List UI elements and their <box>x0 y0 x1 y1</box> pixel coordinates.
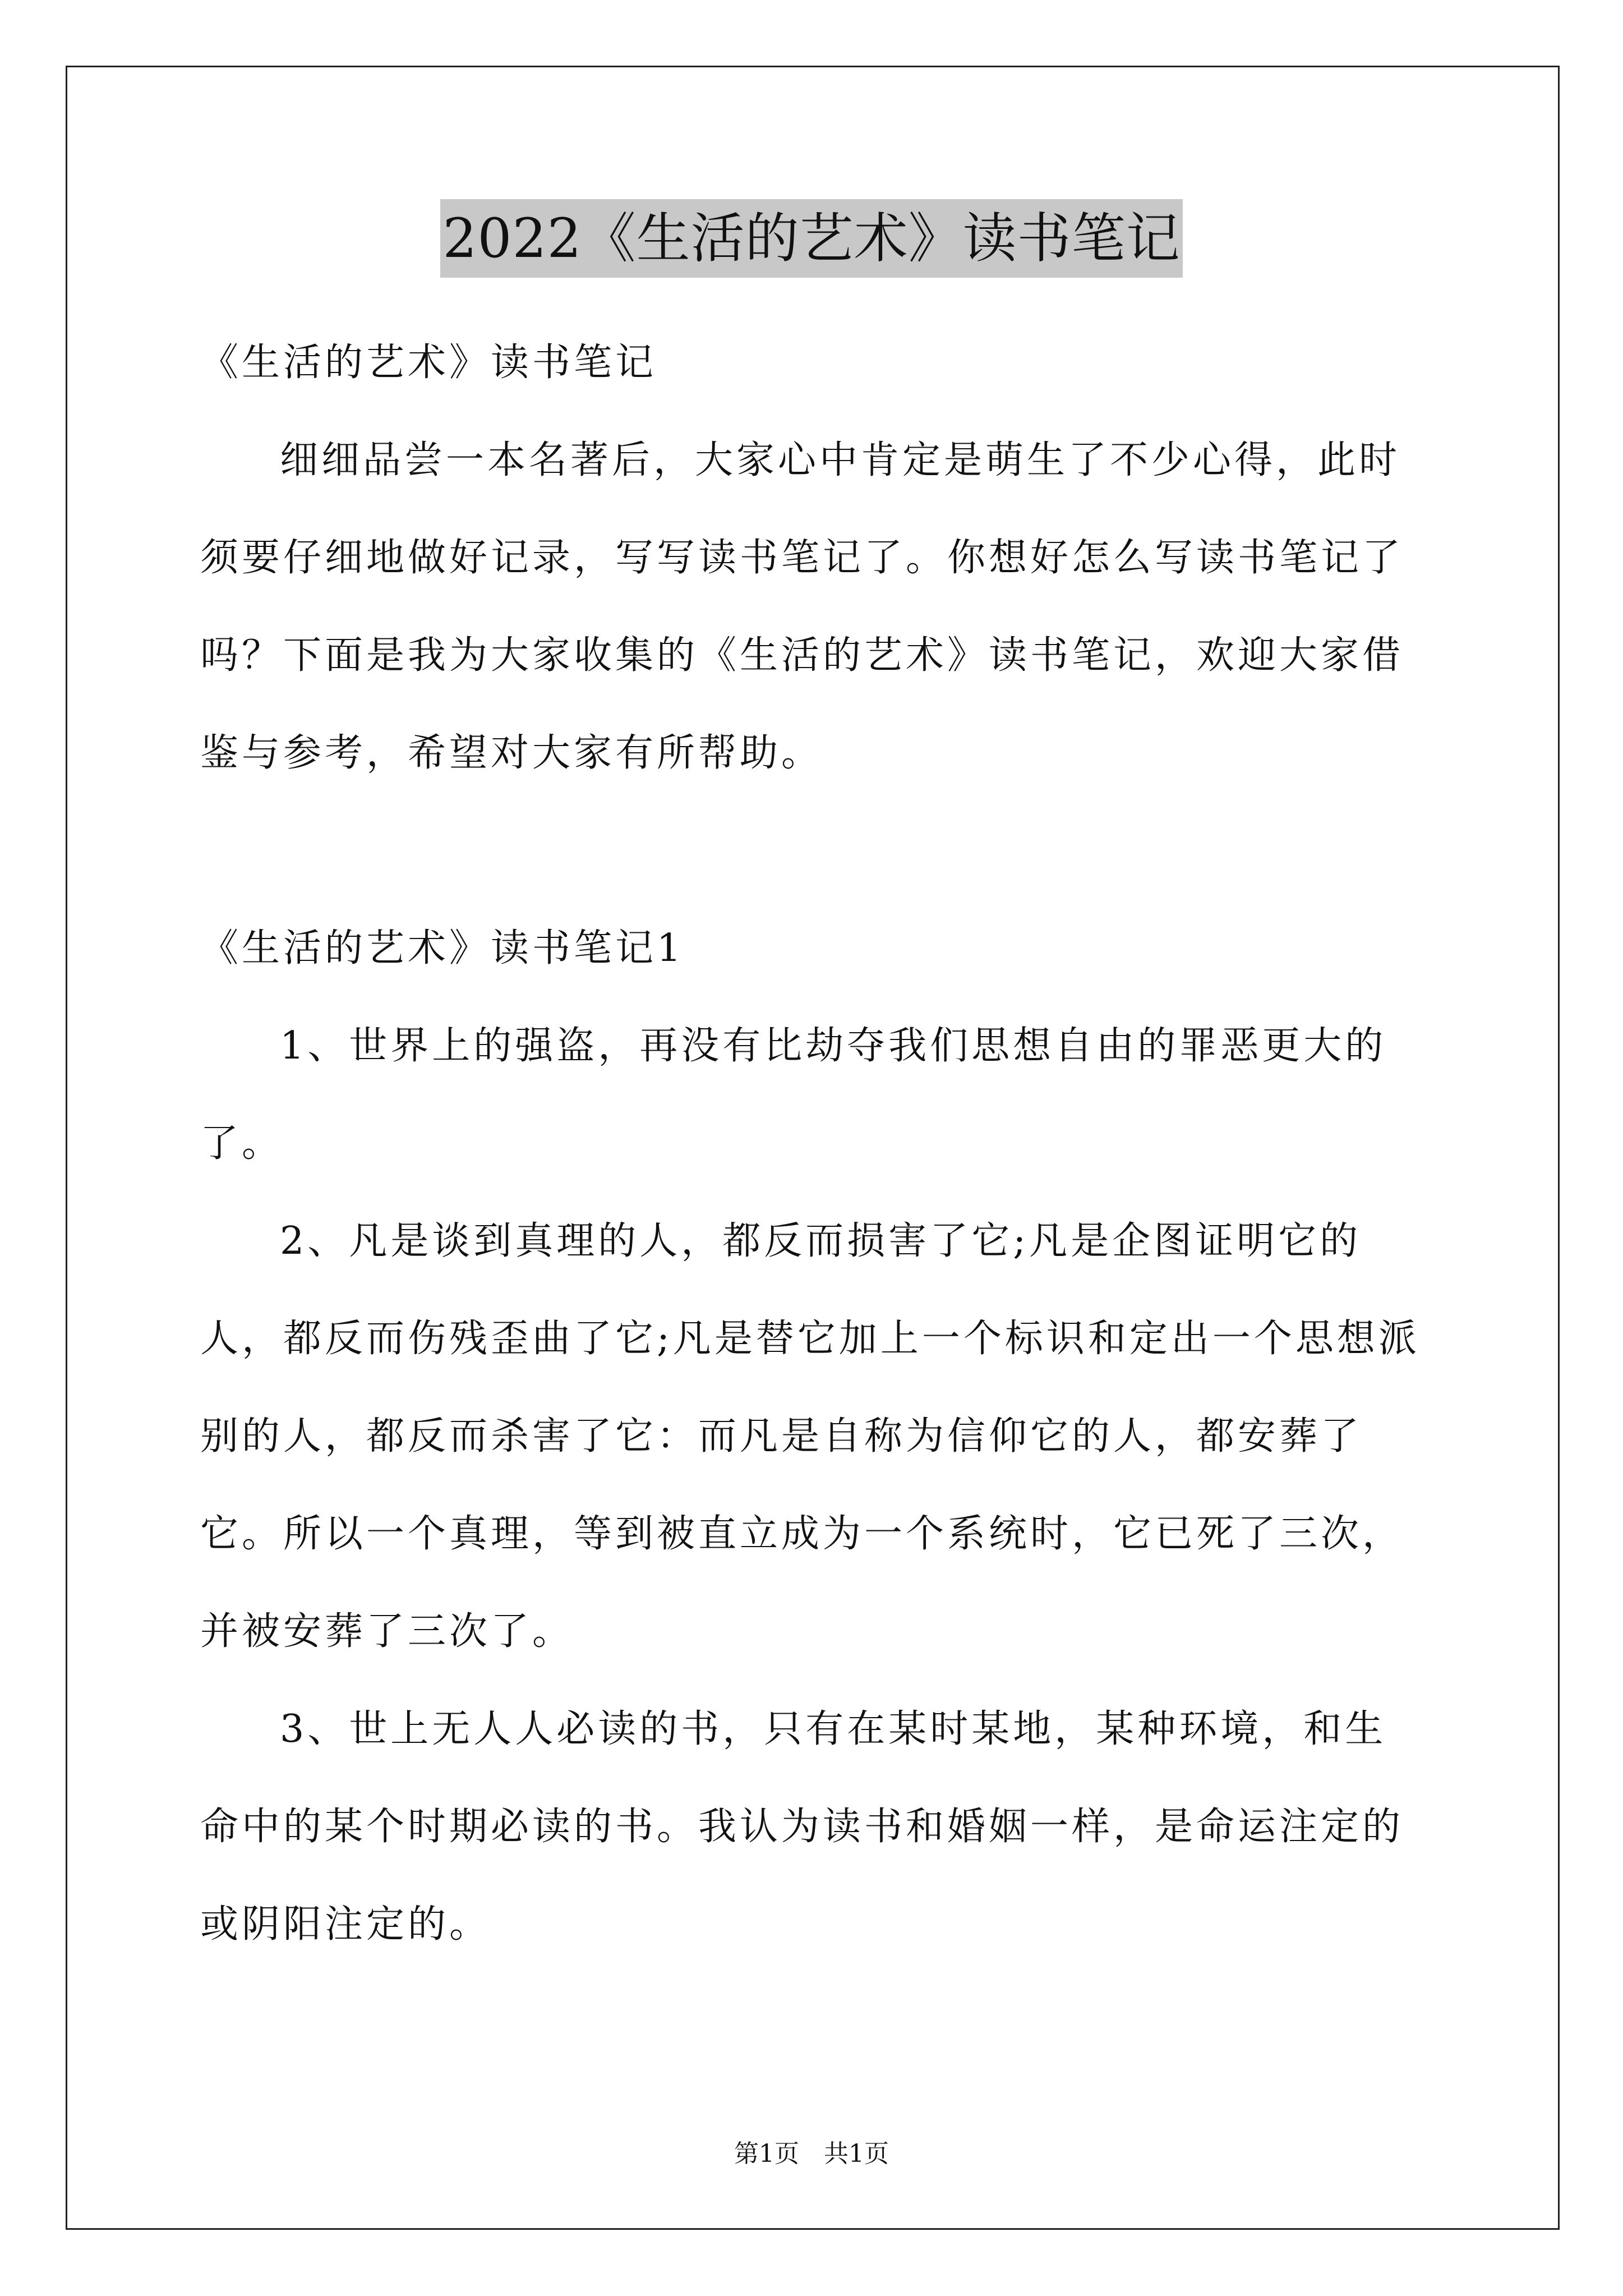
document-body <box>200 314 1423 1973</box>
section-heading: 《生活的艺术》读书笔记1 <box>200 926 685 970</box>
quote-item-2: 2、凡是谈到真理的人，都反而损害了它;凡是企图证明它的人，都反而伤残歪曲了它;凡是替它加上一个标识和定出一个思想派别的人，都反而杀害了它：而凡是自称为信仰它的人，都安葬了它。所以一个真理，等到被直立成为一个系统时，它已死了三次，并被安葬了三次了。 <box>200 1219 1420 1654</box>
quote-item-1: 1、世界上的强盗，再没有比劫夺我们思想自由的罪恶更大的了。 <box>200 1024 1387 1166</box>
quote-item-3: 3、世上无人人必读的书，只有在某时某地，某种环境，和生命中的某个时期必读的书。我认为读书和婚姻一样，是命运注定的或阴阳注定的。 <box>200 1707 1404 1947</box>
intro-paragraph: 细细品尝一本名著后，大家心中肯定是萌生了不少心得，此时须要仔细地做好记录，写写读书笔记了。你想好怎么写读书笔记了吗？下面是我为大家收集的《生活的艺术》读书笔记，欢迎大家借鉴与参考，希望对大家有所帮助。 <box>200 438 1404 775</box>
page-total: 共1页 <box>824 2139 889 2168</box>
page-number: 第1页 <box>734 2139 799 2168</box>
document-subtitle: 《生活的艺术》读书笔记 <box>200 341 657 385</box>
paragraph-spacer <box>200 802 1423 900</box>
title-container <box>0 199 1623 278</box>
page-footer <box>0 2137 1623 2171</box>
document-title: 2022《生活的艺术》读书笔记 <box>440 199 1182 278</box>
